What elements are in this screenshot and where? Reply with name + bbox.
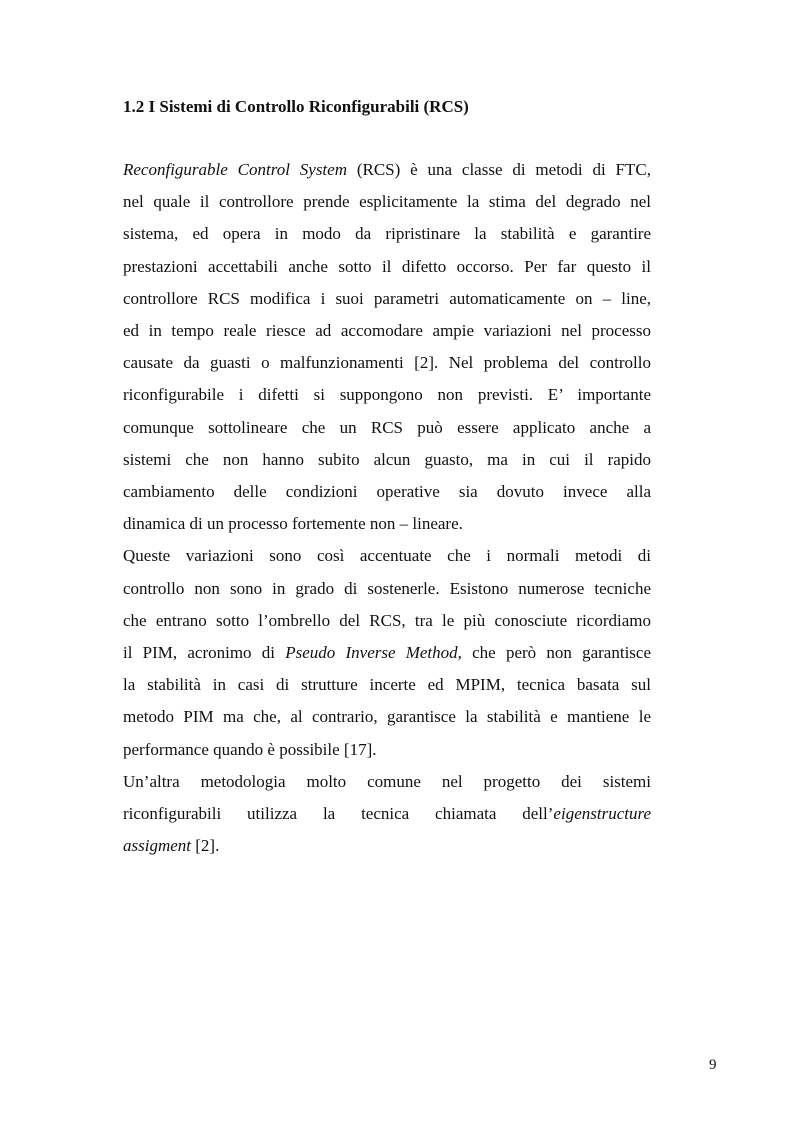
text-segment: prestazioni accettabili anche sotto il difetto occorso. Per far questo il bbox=[123, 256, 651, 276]
text-line bbox=[123, 573, 651, 605]
text-line bbox=[123, 734, 651, 766]
italic-text: eigenstructure bbox=[553, 804, 651, 824]
text-segment: sistema, ed opera in modo da ripristinare la stabilità e garantire bbox=[123, 224, 651, 244]
text-segment: controllo non sono in grado di sostenerle. Esistono numerose tecniche bbox=[123, 578, 651, 598]
text-segment: riconfigurabili utilizza la tecnica chiamata dell’ bbox=[123, 804, 554, 824]
text-line bbox=[123, 154, 651, 186]
text-line bbox=[123, 637, 651, 669]
text-segment: ed in tempo reale riesce ad accomodare ampie variazioni nel processo bbox=[123, 321, 651, 341]
text-segment: che entrano sotto l’ombrello del RCS, tra le più conosciute ricordiamo bbox=[123, 610, 651, 630]
text-segment: nel quale il controllore prende esplicitamente la stima del degrado nel bbox=[123, 192, 651, 212]
text-segment: metodo PIM ma che, al contrario, garantisce la stabilità e mantiene le bbox=[123, 707, 651, 727]
text-line bbox=[123, 766, 651, 798]
text-line bbox=[123, 379, 651, 411]
text-segment: controllore RCS modifica i suoi parametri automaticamente on – line, bbox=[123, 288, 651, 308]
paragraph bbox=[123, 540, 651, 765]
text-segment: dinamica di un processo fortemente non – lineare. bbox=[123, 514, 463, 534]
text-segment: Un’altra metodologia molto comune nel progetto dei sistemi bbox=[123, 771, 651, 791]
text-line bbox=[123, 669, 651, 701]
page-number: 9 bbox=[709, 1057, 717, 1073]
text-line bbox=[123, 251, 651, 283]
text-line bbox=[123, 701, 651, 733]
text-line bbox=[123, 508, 651, 540]
text-line bbox=[123, 444, 651, 476]
text-segment: riconfigurabile i difetti si suppongono non previsti. E’ importante bbox=[123, 385, 651, 405]
italic-text: assigment bbox=[123, 836, 191, 856]
text-line bbox=[123, 315, 651, 347]
text-line bbox=[123, 186, 651, 218]
text-line bbox=[123, 347, 651, 379]
text-line bbox=[123, 830, 651, 862]
italic-text: Pseudo Inverse Method bbox=[285, 643, 458, 663]
italic-text: Reconfigurable Control System bbox=[123, 160, 347, 179]
text-segment: Queste variazioni sono così accentuate che i normali metodi di bbox=[123, 546, 651, 566]
text-line bbox=[123, 605, 651, 637]
text-line bbox=[123, 283, 651, 315]
section-title: 1.2 I Sistemi di Controllo Riconfigurabili (RCS) bbox=[123, 97, 469, 116]
text-segment: la stabilità in casi di strutture incerte ed MPIM, tecnica basata sul bbox=[123, 675, 651, 695]
text-segment: il PIM, acronimo di bbox=[123, 643, 286, 663]
text-segment: causate da guasti o malfunzionamenti [2]. Nel problema del controllo bbox=[123, 353, 651, 373]
text-line bbox=[123, 540, 651, 572]
paragraph bbox=[123, 766, 651, 863]
text-line bbox=[123, 798, 651, 830]
text-line bbox=[123, 218, 651, 250]
text-segment: comunque sottolineare che un RCS può essere applicato anche a bbox=[123, 417, 651, 437]
text-segment: performance quando è possibile [17]. bbox=[123, 739, 377, 759]
text-segment: [2]. bbox=[191, 836, 220, 856]
text-segment: cambiamento delle condizioni operative sia dovuto invece alla bbox=[123, 482, 651, 502]
body-text bbox=[123, 154, 651, 862]
text-segment: sistemi che non hanno subito alcun guasto, ma in cui il rapido bbox=[123, 449, 651, 469]
paragraph bbox=[123, 154, 651, 540]
text-line bbox=[123, 412, 651, 444]
text-segment: (RCS) è una classe di metodi di FTC, bbox=[346, 160, 651, 179]
text-line bbox=[123, 476, 651, 508]
text-segment: , che però non garantisce bbox=[457, 643, 651, 663]
